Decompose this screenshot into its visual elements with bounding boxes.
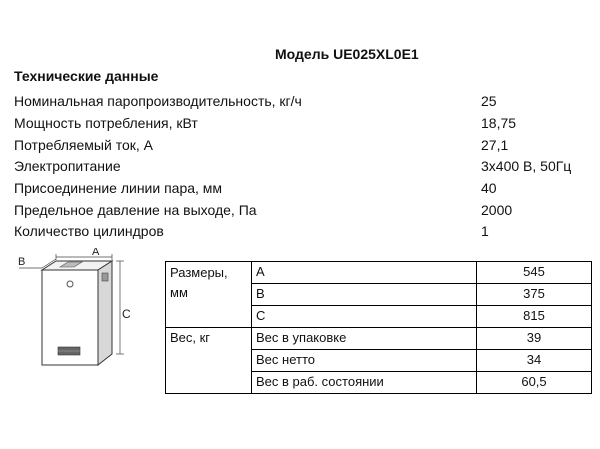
spec-value: 1 xyxy=(481,223,489,239)
spec-row xyxy=(14,220,594,242)
dim-value: 375 xyxy=(477,284,592,306)
weight-value: 39 xyxy=(477,328,592,350)
model-title: Модель UE025XL0E1 xyxy=(275,46,419,62)
table-row xyxy=(166,262,592,284)
spec-row xyxy=(14,177,594,199)
dim-name: A xyxy=(252,262,477,284)
weight-name: Вес в раб. состоянии xyxy=(252,372,477,394)
spec-row xyxy=(14,112,594,134)
sizes-group-unit: мм xyxy=(170,285,188,300)
spec-value: 18,75 xyxy=(481,115,517,131)
spec-label: Мощность потребления, кВт xyxy=(14,115,198,131)
sizes-group-cell xyxy=(166,262,252,328)
weight-name: Вес нетто xyxy=(252,350,477,372)
dim-label-b: B xyxy=(18,256,26,268)
weight-value: 34 xyxy=(477,350,592,372)
spec-row xyxy=(14,199,594,221)
dim-label-c: C xyxy=(122,307,131,321)
humidifier-drawing xyxy=(16,248,146,374)
spec-value: 25 xyxy=(481,93,497,109)
spec-value: 27,1 xyxy=(481,137,509,153)
dimensions-table xyxy=(165,261,592,394)
dim-value: 815 xyxy=(477,306,592,328)
weight-name: Вес в упаковке xyxy=(252,328,477,350)
spec-value: 2000 xyxy=(481,202,513,218)
dim-value: 545 xyxy=(477,262,592,284)
table-row xyxy=(166,328,592,350)
spec-label: Присоединение линии пара, мм xyxy=(14,180,223,196)
section-title: Технические данные xyxy=(14,68,159,84)
spec-row xyxy=(14,155,594,177)
dim-name: B xyxy=(252,284,477,306)
spec-label: Электропитание xyxy=(14,158,121,174)
weight-group-cell xyxy=(166,328,252,394)
dim-label-a: A xyxy=(92,248,100,258)
spec-label: Номинальная паропроизводительность, кг/ч xyxy=(14,93,302,109)
sizes-group-label: Размеры, xyxy=(170,265,228,280)
spec-label: Потребляемый ток, А xyxy=(14,137,153,153)
spec-label: Количество цилиндров xyxy=(14,223,164,239)
spec-row xyxy=(14,90,594,112)
weight-value: 60,5 xyxy=(477,372,592,394)
weight-group-label: Вес, кг xyxy=(170,330,211,345)
dim-name: C xyxy=(252,306,477,328)
spec-value: 3х400 В, 50Гц xyxy=(481,158,572,174)
spec-row xyxy=(14,134,594,156)
spec-value: 40 xyxy=(481,180,497,196)
unit-side-fitting xyxy=(102,273,108,281)
spec-label: Предельное давление на выходе, Па xyxy=(14,202,257,218)
